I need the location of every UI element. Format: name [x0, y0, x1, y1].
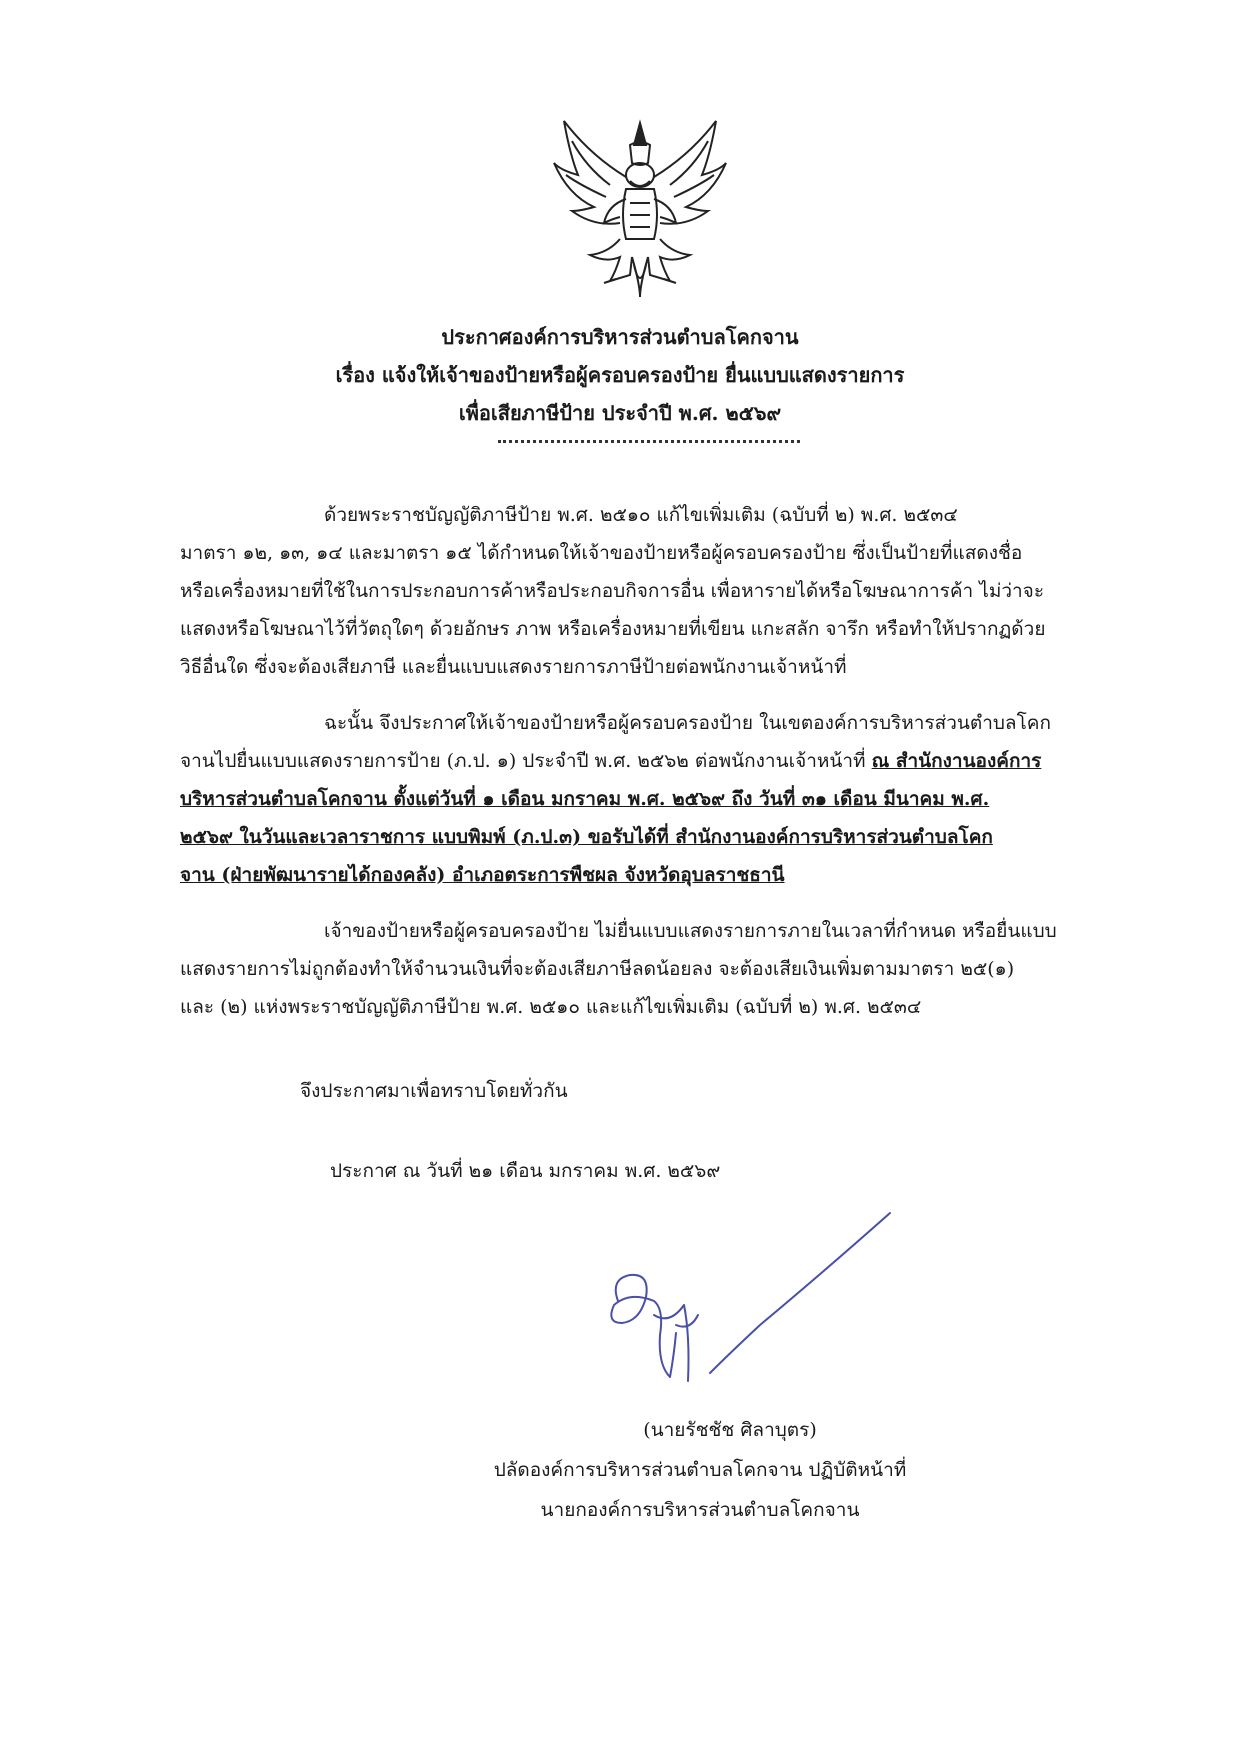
office-address-line: จาน (ฝ่ายพัฒนารายได้กองคลัง) อำเภอตระการพืชผล จังหวัดอุบลราชธานี — [180, 864, 785, 886]
paragraph-line: แสดงหรือโฆษณาไว้ที่วัตถุใดๆ ด้วยอักษร ภาพ หรือเครื่องหมายที่เขียน แกะสลัก จารึก หรือทำให้ปรากฏด้วย — [180, 618, 1046, 640]
paragraph-line: หรือเครื่องหมายที่ใช้ในการประกอบการค้าหรือประกอบกิจการอื่น เพื่อหารายได้หรือโฆษณาการค้า ไม่ว่าจะ — [180, 580, 1045, 602]
signatory-block — [340, 1410, 1060, 1530]
title-line-3: เพื่อเสียภาษีป้าย ประจำปี พ.ศ. ๒๕๖๙ — [458, 401, 782, 425]
paragraph-line — [180, 742, 1128, 780]
paragraph-line: ด้วยพระราชบัญญัติภาษีป้าย พ.ศ. ๒๕๑๐ แก้ไขเพิ่มเติม (ฉบับที่ ๒) พ.ศ. ๒๕๓๔ — [324, 504, 958, 526]
signatory-name: (นายรัชชัช ศิลาบุตร) — [643, 1419, 817, 1441]
filing-period-line: บริหารส่วนตำบลโคกจาน ตั้งแต่วันที่ ๑ เดือน มกราคม พ.ศ. ๒๕๖๙ ถึง วันที่ ๓๑ เดือน มีนาคม พ.ศ. — [180, 788, 990, 810]
paragraph-2 — [180, 704, 1128, 894]
signatory-position-1: ปลัดองค์การบริหารส่วนตำบลโคกจาน ปฏิบัติหน้าที่ — [493, 1459, 907, 1481]
announcement-title — [180, 318, 1060, 432]
paragraph-line: แสดงรายการไม่ถูกต้องทำให้จำนวนเงินที่จะต้องเสียภาษีลดน้อยลง จะต้องเสียเงินเพิ่มตามมาตรา ๒๕(๑) — [180, 958, 1015, 980]
paragraph-line: มาตรา ๑๒, ๑๓, ๑๔ และมาตรา ๑๕ ได้กำหนดให้เจ้าของป้ายหรือผู้ครอบครองป้าย ซึ่งเป็นป้ายที่แสดงชื่อ — [180, 542, 1023, 564]
paragraph-line: ฉะนั้น จึงประกาศให้เจ้าของป้ายหรือผู้ครอบครองป้าย ในเขตองค์การบริหารส่วนตำบลโคก — [324, 712, 1051, 734]
paragraph-3 — [180, 912, 1128, 1026]
handwritten-signature — [590, 1205, 910, 1385]
title-line-1: ประกาศองค์การบริหารส่วนตำบลโคกจาน — [441, 325, 799, 349]
paragraph-line: วิธีอื่นใด ซึ่งจะต้องเสียภาษี และยื่นแบบแสดงรายการภาษีป้ายต่อพนักงานเจ้าหน้าที่ — [180, 656, 847, 678]
signatory-position-2: นายกองค์การบริหารส่วนตำบลโคกจาน — [540, 1499, 860, 1521]
office-location-text: ณ สำนักงานองค์การ — [871, 750, 1042, 772]
paragraph-text: จานไปยื่นแบบแสดงรายการป้าย (ภ.ป. ๑) ประจำปี พ.ศ. ๒๕๖๒ ต่อพนักงานเจ้าหน้าที่ — [180, 750, 872, 772]
paragraph-line: และ (๒) แห่งพระราชบัญญัติภาษีป้าย พ.ศ. ๒๕๑๐ และแก้ไขเพิ่มเติม (ฉบับที่ ๒) พ.ศ. ๒๕๓๔ — [180, 996, 922, 1018]
form-pickup-line: ๒๕๖๙ ในวันและเวลาราชการ แบบพิมพ์ (ภ.ป.๓) ขอรับได้ที่ สำนักงานองค์การบริหารส่วนตำบลโคก — [180, 826, 993, 848]
paragraph-line: เจ้าของป้ายหรือผู้ครอบครองป้าย ไม่ยื่นแบบแสดงรายการภายในเวลาที่กำหนด หรือยื่นแบบ — [324, 920, 1057, 942]
paragraph-1 — [180, 496, 1128, 686]
dotted-divider — [498, 440, 800, 443]
announce-line: จึงประกาศมาเพื่อทราบโดยทั่วกัน — [300, 1080, 568, 1102]
garuda-emblem-icon — [550, 115, 730, 300]
title-line-2: เรื่อง แจ้งให้เจ้าของป้ายหรือผู้ครอบครองป้าย ยื่นแบบแสดงรายการ — [335, 363, 905, 387]
date-line: ประกาศ ณ วันที่ ๒๑ เดือน มกราคม พ.ศ. ๒๕๖๙ — [330, 1160, 721, 1182]
